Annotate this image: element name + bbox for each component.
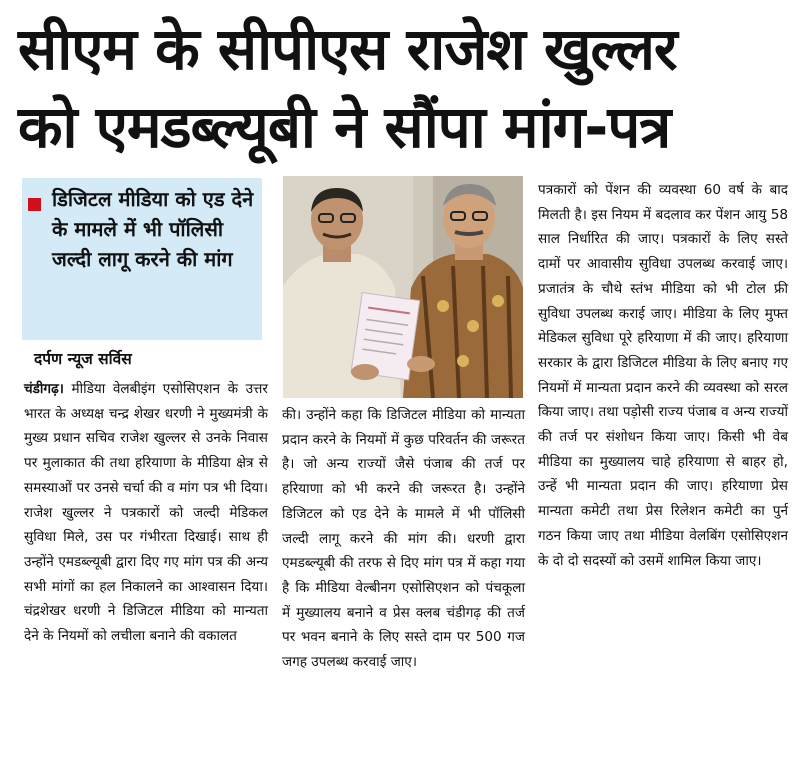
byline: दर्पण न्यूज सर्विस — [34, 350, 132, 368]
headline-line-1: सीएम के सीपीएस राजेश खुल्लर — [18, 15, 677, 83]
column-1-text: मीडिया वेलबीइंग एसोसिएशन के उत्तर भारत के अध्यक्ष चन्द्र शेखर धरणी ने मुख्यमंत्री के मुख्य प्रधान सचिव राजेश खुल्लर से उनके निवास पर मुलाकात की तथा हरियाणा के मीडिया क्षेत्र से समस्याओं पर उनसे चर्चा की व मांग पत्र भी दिया। राजेश खुल्लर ने पत्रकारों को जल्दी मेडिकल सुविधा मिले, उस पर गंभीरता दिखाई। साथ ही उन्होंने एमडब्ल्यूबी द्वारा दिए गए मांग पत्र की अन्य सभी मांगों का हल निकालने का आश्वासन दिया। चंद्रशेखर धरणी ने डिजिटल मीडिया को मान्यता देने के नियमों को लचीला बनाने की वकालत — [24, 381, 268, 645]
photo-handshake-illustration — [283, 176, 523, 398]
news-photo — [283, 176, 523, 398]
article-column-2 — [282, 403, 525, 675]
subheading-box — [22, 178, 262, 340]
headline — [18, 10, 788, 166]
red-square-bullet-icon — [28, 198, 41, 211]
column-3-text: पत्रकारों को पेंशन की व्यवस्था 60 वर्ष के बाद मिलती है। इस नियम में बदलाव कर पेंशन आयु 58 साल निर्धारित की जाए। पत्रकारों के लिए सस्ते दामों पर आवासीय सुविधा उपलब्ध करवाई जाए। प्रजातंत्र के चौथे स्तंभ मीडिया को भी टोल फ्री सुविधा उपलब्ध कराई जाए। मीडिया के लिए मुफ्त मेडिकल सुविधा पूरे हरियाणा में की जाए। हरियाणा सरकार के द्वारा डिजिटल मीडिया के लिए बनाए गए नियमों में मान्यता प्रदान करने की व्यवस्था को सरल किया जाए। तथा पड़ोसी राज्य पंजाब व अन्य राज्यों की तर्ज पर संशोधन किया जाए। किसी भी वेब मीडिया का मुख्यालय चाहे हरियाणा से बाहर हो, उन्हें भी मान्यता प्रदान की जाए। हरियाणा प्रेस मान्यता कमेटी तथा प्रेस रिलेशन कमेटी का पुर्न गठन किया जाए तथा मीडिया वेलबिंग एसोसिएशन के दो दो सदस्यों को उसमें शामिल किया जाए। — [538, 182, 788, 569]
article-column-1 — [24, 377, 268, 649]
dateline: चंडीगढ़। — [24, 381, 64, 397]
subheading-text: डिजिटल मीडिया को एड देने के मामले में भी पॉलिसी जल्दी लागू करने की मांग — [52, 187, 254, 271]
article-column-3 — [538, 178, 788, 573]
column-2-text: की। उन्होंने कहा कि डिजिटल मीडिया को मान्यता प्रदान करने के नियमों में कुछ परिवर्तन की जरूरत है। जो अन्य राज्यों जैसे पंजाब की तर्ज पर हरियाणा को भी करने की जरूरत है। उन्होंने डिजिटल को एड देने के मामले में भी पॉलिसी जल्दी लागू करने की मांग की। धरणी द्वारा एमडब्ल्यूबी की तरफ से दिए मांग पत्र में कहा गया है कि मीडिया वेल्बीनग एसोसिएशन को पंचकूला में मुख्यालय बनाने व प्रेस क्लब चंडीगढ़ की तर्ज पर भवन बनाने के लिए सस्ते दाम पर 500 गज जगह उपलब्ध करवाई जाए। — [282, 407, 525, 671]
headline-line-2: को एमडब्ल्यूबी ने सौंपा मांग-पत्र — [18, 93, 671, 161]
